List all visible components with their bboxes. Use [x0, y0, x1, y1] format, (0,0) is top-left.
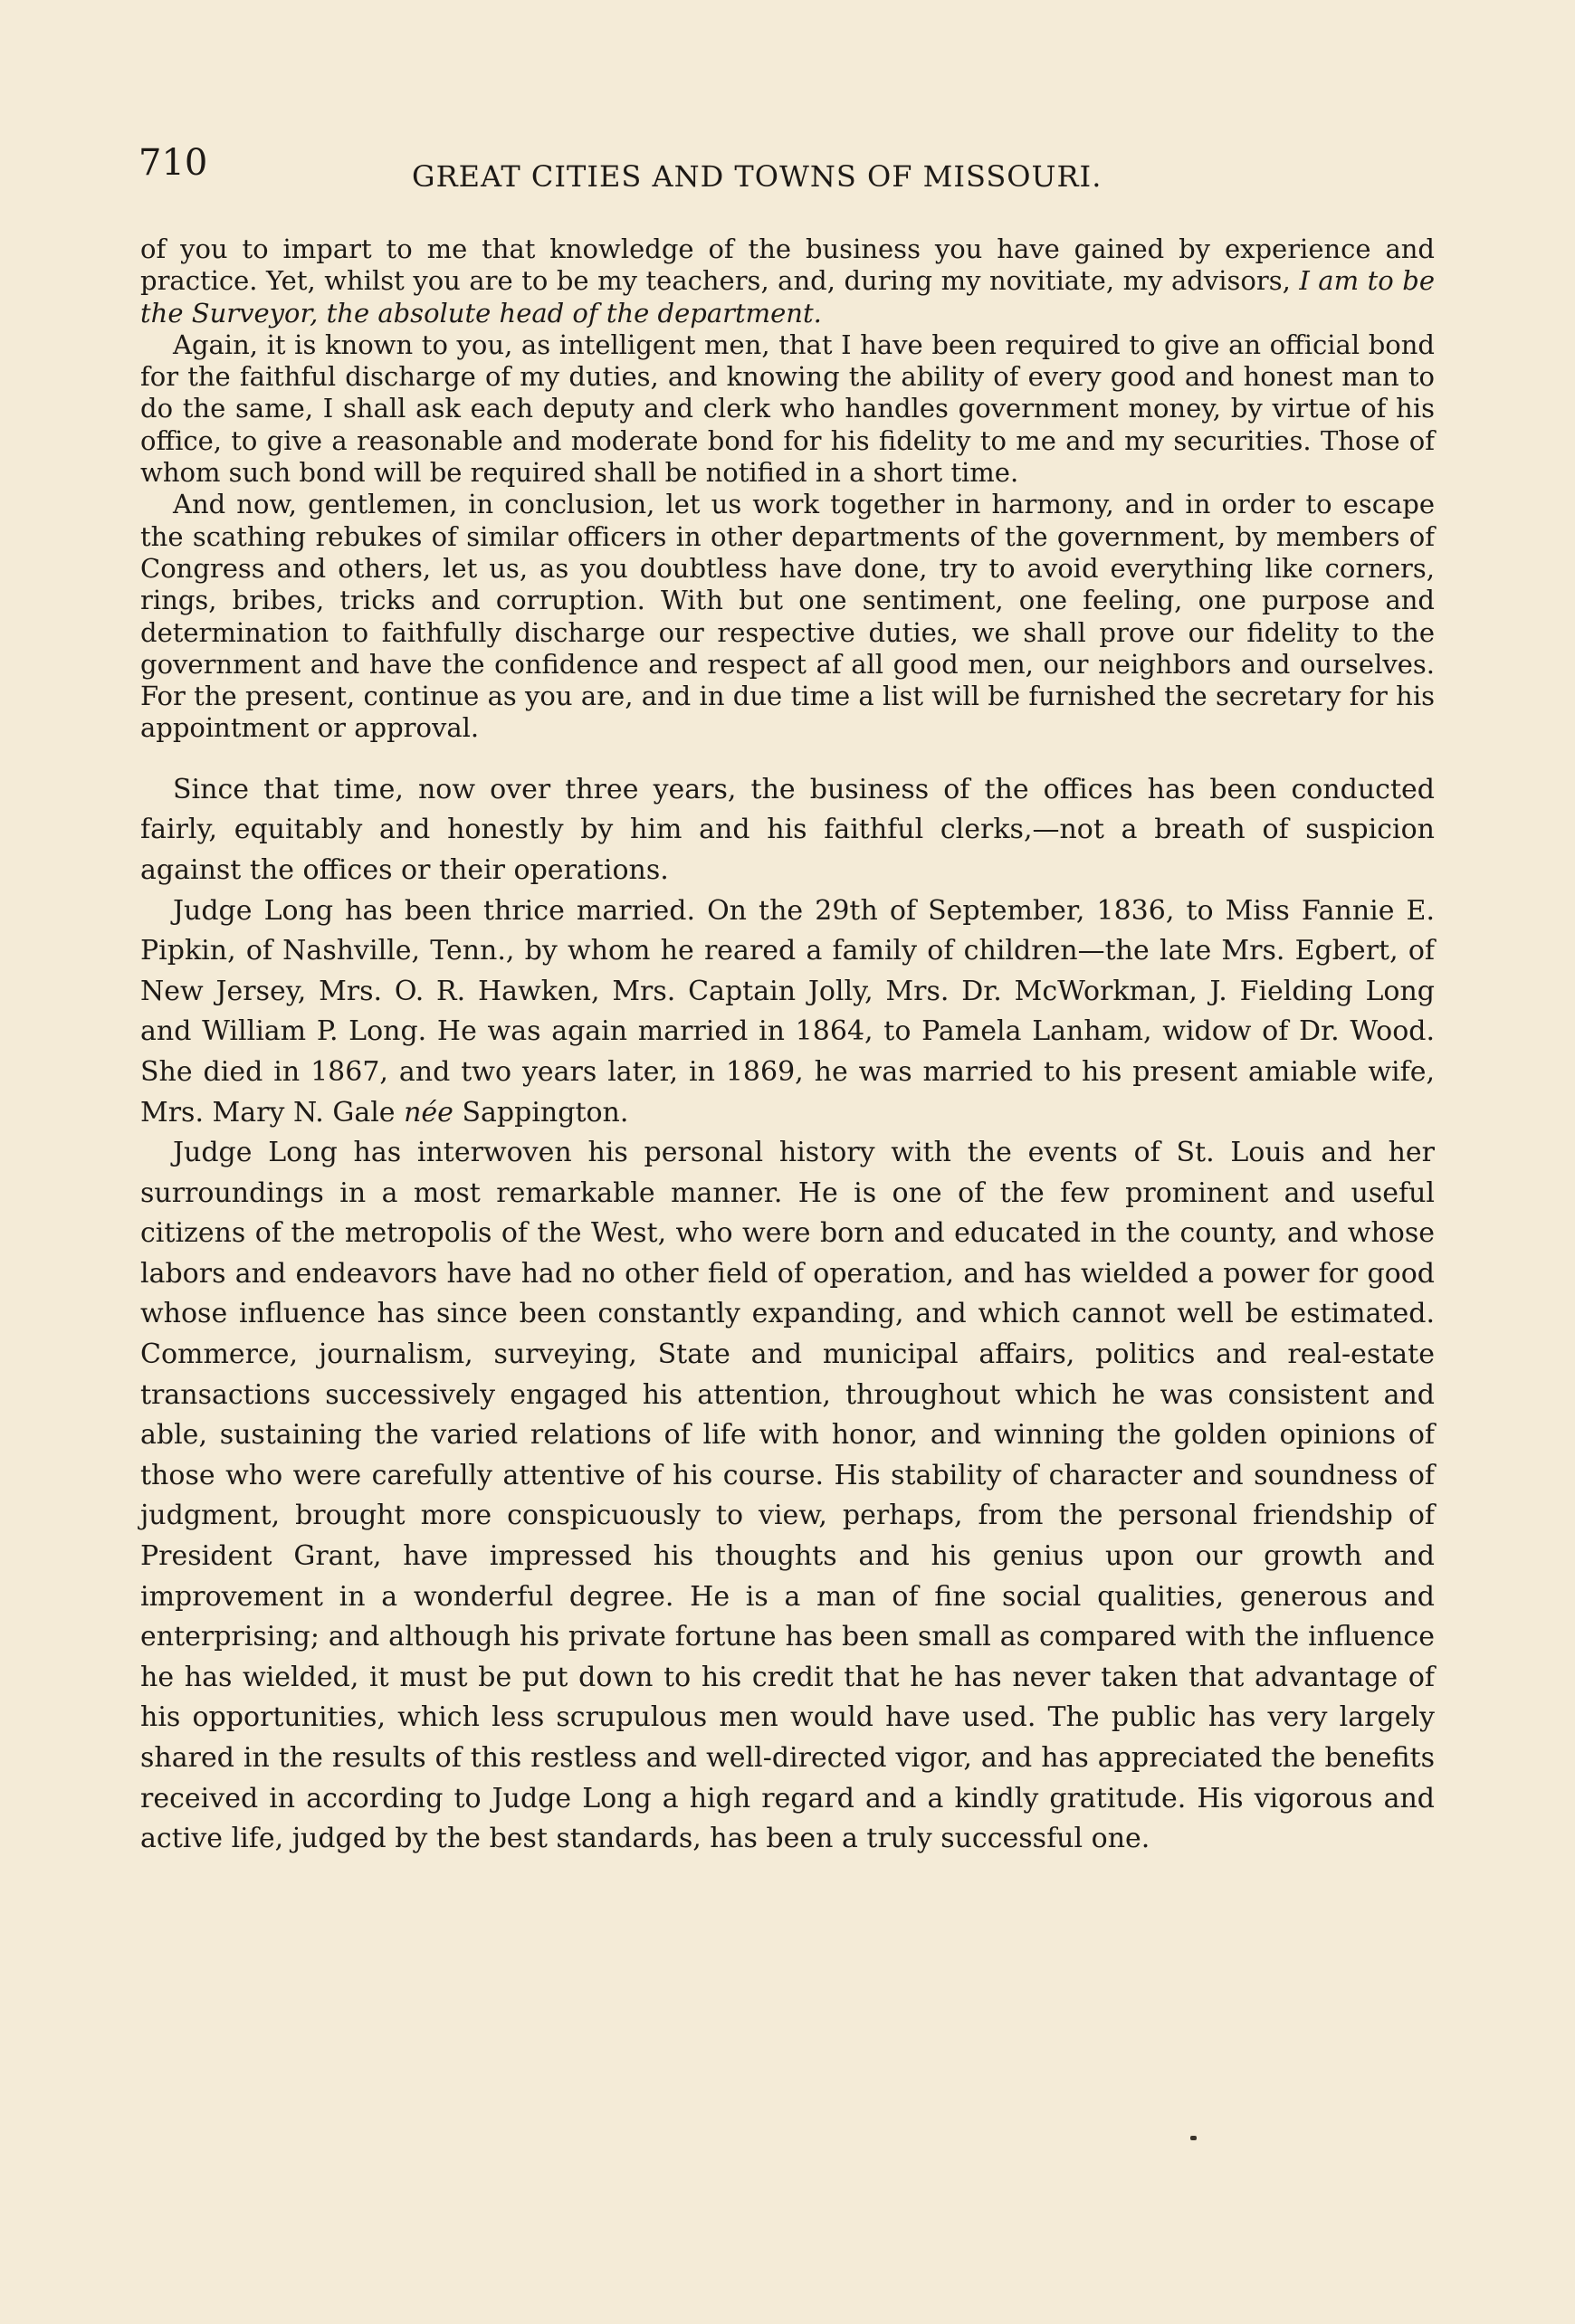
speech-paragraph-3: And now, gentlemen, in conclusion, let us work together in harmony, and in order to escape the scathing rebukes of similar officers in other departments of the government, by members of Congress and others, let us, as you doubtless have done, try to avoid everything like corners, rings, bribes, tricks and corruption. With but one sentiment, one feeling, one purpose and determination to faithfully discharge our respective duties, we shall prove our fidelity to the government and have the confidence and respect af all good men, our neighbors and ourselves. For the present, continue as you are, and in due time a list will be furnished the secretary for his appointment or approval. — [140, 489, 1435, 744]
narrative-paragraph-3: Judge Long has interwoven his personal history with the events of St. Louis and her surroundings in a most remarkable manner. He is one of the few prominent and useful citizens of the metropolis of the West, who were born and educated in the county, and whose labors and endeavors have had no other field of operation, and has wielded a power for good whose influence has since been constantly expanding, and which cannot well be estimated. Commerce, journalism, surveying, State and municipal affairs, politics and real-estate transactions successively engaged his attention, throughout which he was consistent and able, sustaining the varied relations of life with honor, and winning the golden opinions of those who were carefully attentive of his course. His stability of character and soundness of judgment, brought more conspicuously to view, perhaps, from the personal friendship of President Grant, have impressed his thoughts and his genius upon our growth and improvement in a wonderful degree. He is a man of fine social qualities, generous and enterprising; and although his private fortune has been small as compared with the influence he has wielded, it must be put down to his credit that he has never taken that advantage of his opportunities, which less scrupulous men would have used. The public has very largely shared in the results of this restless and well-directed vigor, and has appreciated the benefits received in according to Judge Long a high regard and a kindly gratitude. His vigorous and active life, judged by the best standards, has been a truly successful one. — [140, 1137, 1435, 1855]
speech-paragraph-2: Again, it is known to you, as intelligent men, that I have been required to give an official bond for the faithful discharge of my duties, and knowing the ability of every good and honest man to do the same, I shall ask each deputy and clerk who handles government money, by virtue of his office, to give a reasonable and moderate bond for his fidelity to me and my securities. Those of whom such bond will be required shall be notified in a short time. — [140, 329, 1435, 489]
page-number: 710 — [138, 142, 208, 184]
narrative-paragraph-2-end: Sappington. — [453, 1096, 629, 1129]
page-body — [140, 233, 1435, 1860]
ink-speck — [1190, 2136, 1197, 2140]
section-spacer — [140, 745, 1435, 770]
speech-paragraph-1-italic: I am to be the Surveyor, the absolute head of the department. — [140, 265, 1435, 329]
running-title: GREAT CITIES AND TOWNS OF MISSOURI. — [412, 159, 1102, 194]
narrative-paragraph-2-italic: née — [404, 1096, 453, 1129]
narrative-paragraph-1: Since that time, now over three years, the business of the offices has been conducted fairly, equitably and honestly by him and his faithful clerks,—not a breath of suspicion against the offices or their operations. — [140, 773, 1435, 886]
speech-paragraph-1-text: of you to impart to me that knowledge of the business you have gained by experience and practice. Yet, whilst you are to be my teachers, and, during my novitiate, my advisors, — [140, 233, 1435, 297]
narrative-paragraph-2 — [140, 891, 1435, 1134]
narrative-paragraph-2-text: Judge Long has been thrice married. On the 29th of September, 1836, to Miss Fannie E. Pipkin, of Nashville, Tenn., by whom he reared a family of children—the late Mrs. Egbert, of New Jersey, Mrs. O. R. Hawken, Mrs. Captain Jolly, Mrs. Dr. McWorkman, J. Fielding Long and William P. Long. He was again married in 1864, to Pamela Lanham, widow of Dr. Wood. She died in 1867, and two years later, in 1869, he was married to his present amiable wife, Mrs. Mary N. Gale — [140, 894, 1435, 1129]
speech-paragraph-1 — [140, 233, 1435, 329]
